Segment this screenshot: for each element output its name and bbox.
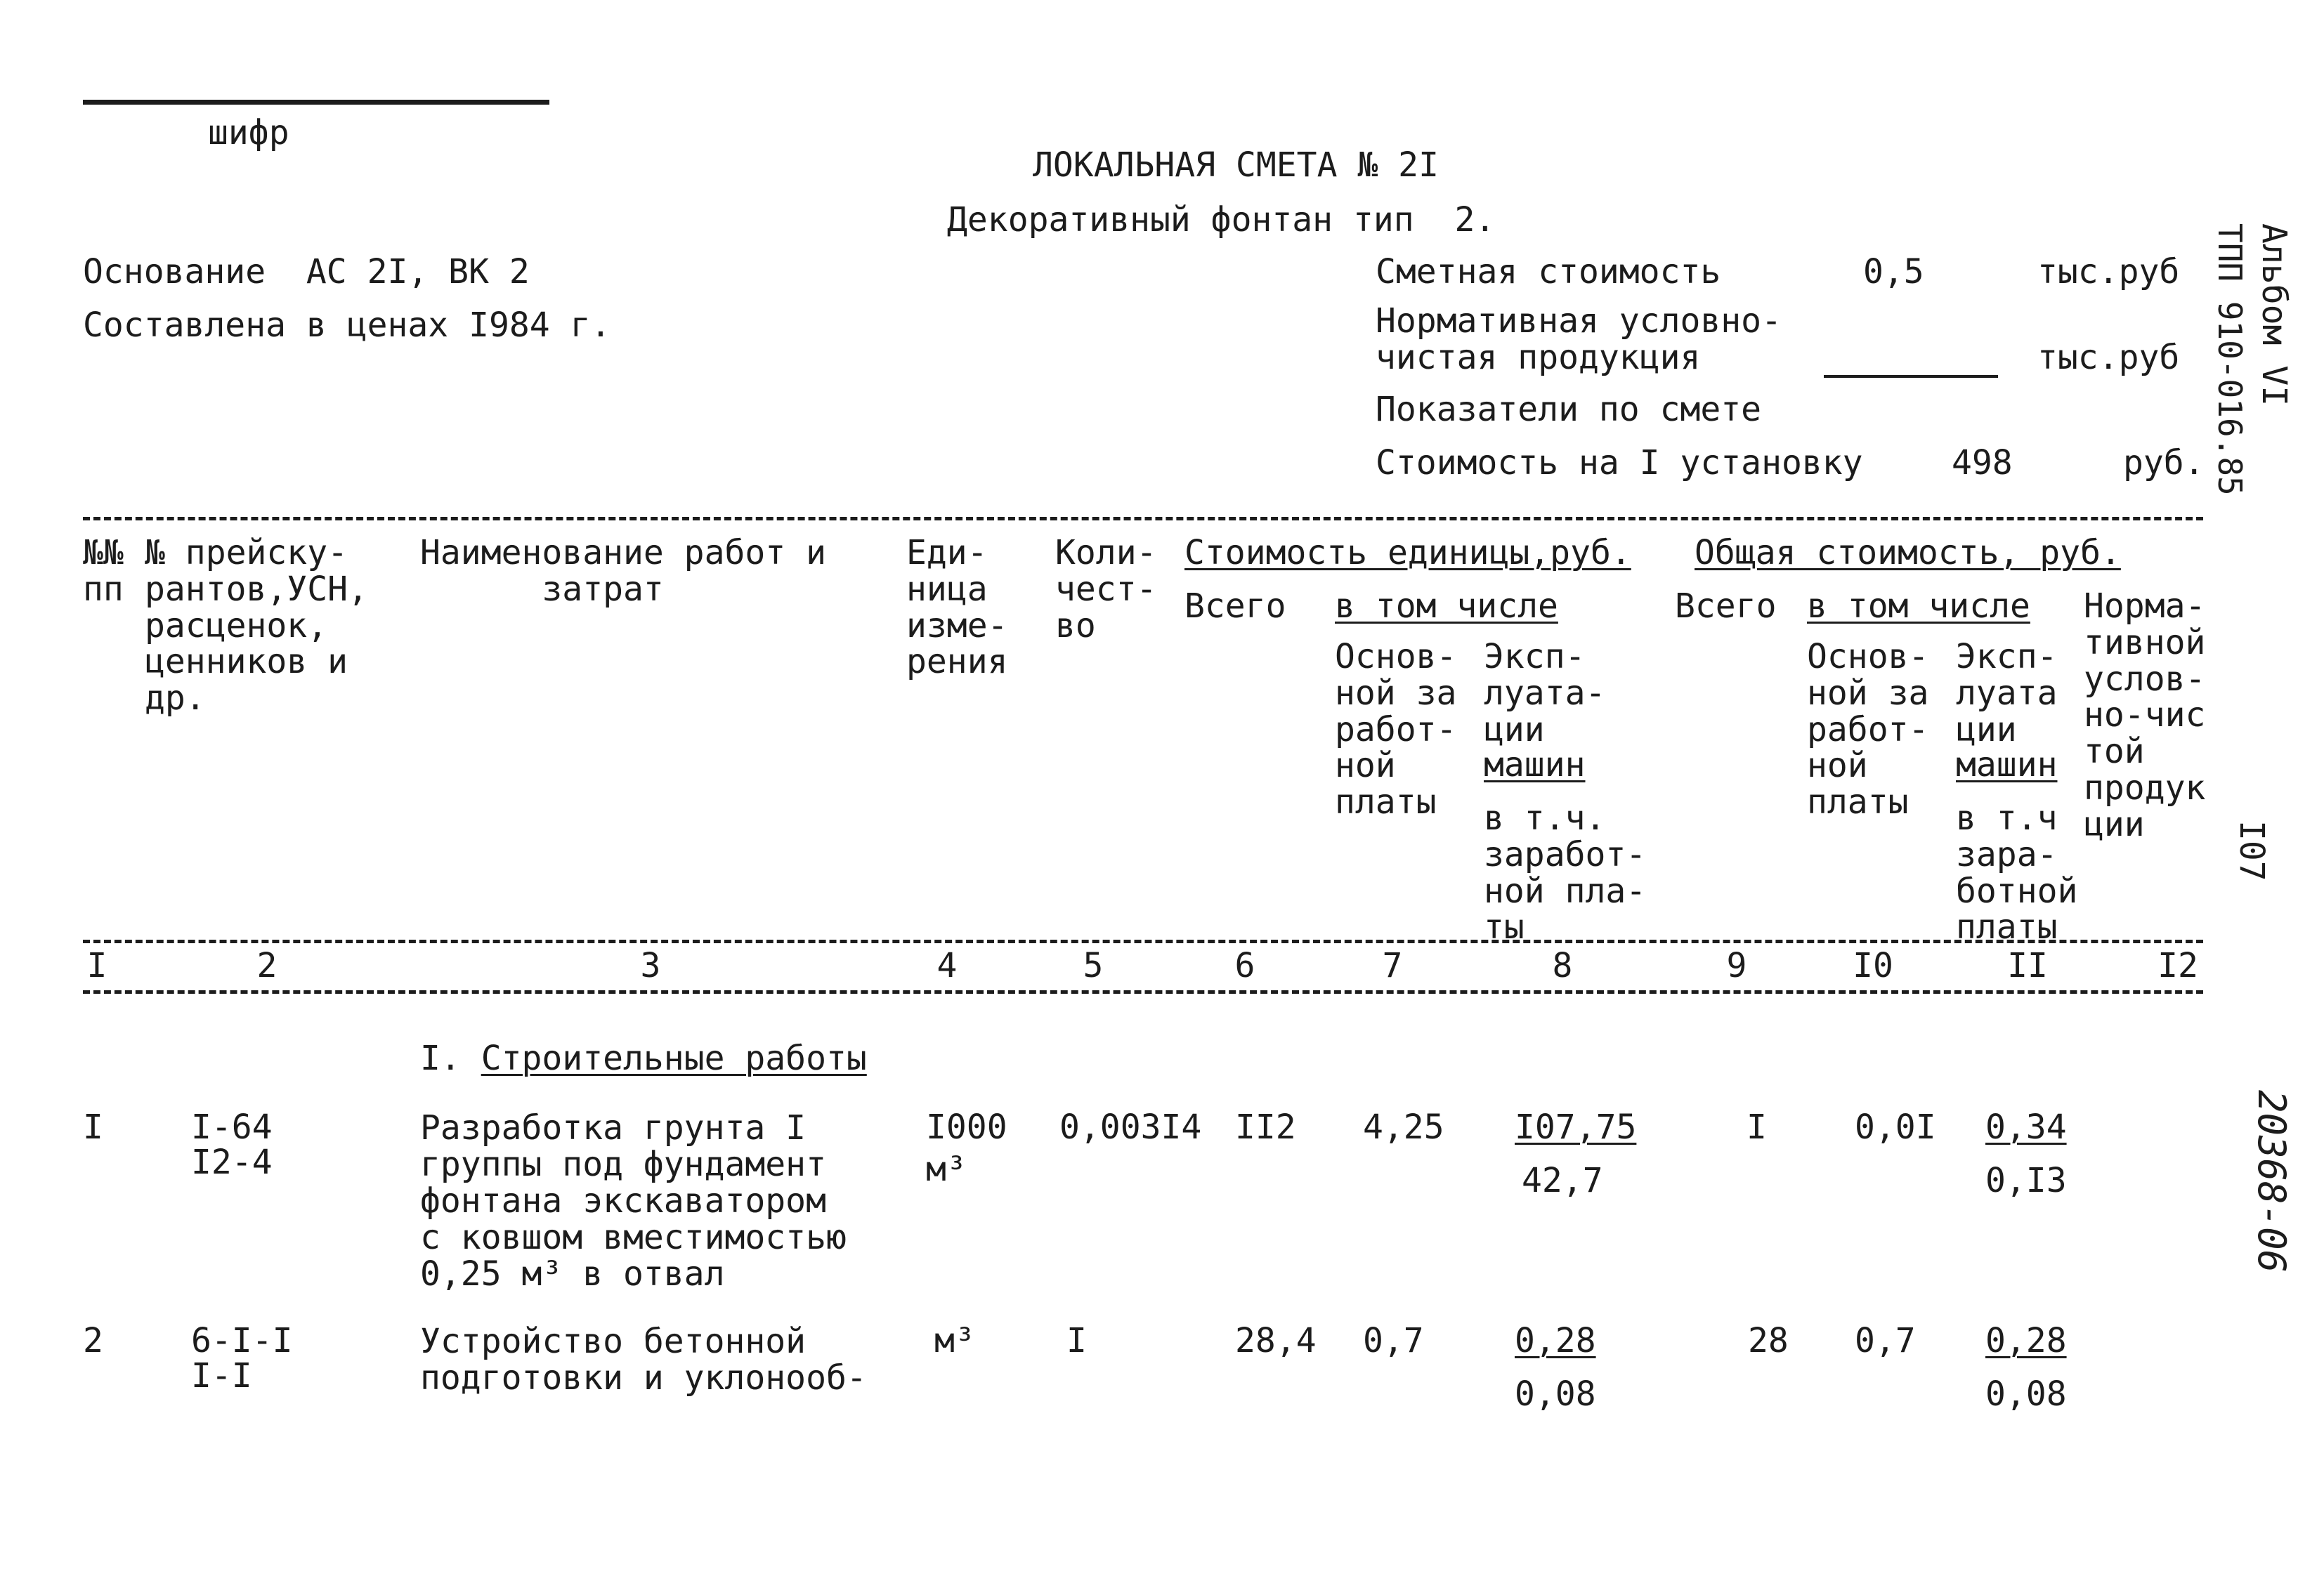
summary-cost-value: 0,5 <box>1863 252 1924 291</box>
col-header-unit-machines: машин <box>1484 745 1586 784</box>
col-number-2: 2 <box>256 946 278 985</box>
side-page-number: I07 <box>2232 820 2271 881</box>
row-number: 2 <box>83 1321 103 1360</box>
col-number-4: 4 <box>936 946 958 985</box>
col-header-total-machine-op: Эксп- луата ции <box>1956 637 2058 749</box>
col-number-3: 3 <box>640 946 661 985</box>
row-work-name: Устройство бетонной подготовки и уклонооб- <box>420 1322 867 1398</box>
row-quantity: I <box>1066 1321 1087 1360</box>
summary-npp-label-1: Нормативная условно- <box>1376 301 1782 341</box>
row-unit-machine-wages: 0,08 <box>1515 1374 1596 1414</box>
table-top-rule <box>83 517 2203 520</box>
basis-line: Основание АС 2I, ВК 2 <box>83 252 530 291</box>
row-total-machine-wages: 0,08 <box>1985 1374 2067 1414</box>
col-header-total-total: Всего <box>1675 586 1777 626</box>
summary-npp-blank <box>1824 375 1998 378</box>
row-unit-measure: м³ <box>926 1150 967 1189</box>
cipher-label: шифр <box>208 113 289 152</box>
col-header-quantity: Коли- чест- во <box>1055 533 1157 645</box>
row-unit-wages: 4,25 <box>1363 1108 1444 1147</box>
row-unit-total: II2 <box>1235 1108 1296 1147</box>
row-total-wages: 0,7 <box>1855 1321 1916 1360</box>
column-number-rule <box>83 990 2203 994</box>
row-unit: м³ <box>934 1321 975 1360</box>
col-number-10: I0 <box>1853 946 1893 985</box>
section-title: Строительные работы <box>481 1039 867 1078</box>
row-unit-machine-op: I07,75 <box>1515 1108 1637 1147</box>
row-total-wages: 0,0I <box>1855 1108 1936 1147</box>
summary-npp-label-2: чистая продукция <box>1376 338 1701 377</box>
col-number-1: I <box>86 946 107 985</box>
summary-npp-unit: тыс.руб <box>2037 338 2180 377</box>
col-header-unit-cost: Стоимость единицы,руб. <box>1184 533 1631 572</box>
summary-indicators-label: Показатели по смете <box>1376 390 1762 429</box>
row-code-primary: I-64 <box>191 1108 273 1147</box>
col-header-total-cost: Общая стоимость, руб. <box>1695 533 2121 572</box>
row-total-machine-wages: 0,I3 <box>1985 1161 2067 1200</box>
col-header-unit-including: в том числе <box>1335 586 1558 626</box>
side-code: ТПП 910-016.85 <box>2211 223 2249 496</box>
row-code-secondary: I-I <box>191 1356 252 1396</box>
col-header-unit-machine-wages: в т.ч. заработ- ной пла- ты <box>1484 799 1647 947</box>
side-album: Альбом VI <box>2254 223 2294 407</box>
col-header-total-machines: машин <box>1956 745 2058 784</box>
row-total-total: I <box>1747 1108 1767 1147</box>
col-header-total-including: в том числе <box>1807 586 2030 626</box>
estimate-title: ЛОКАЛЬНАЯ СМЕТА № 2I <box>1033 145 1439 185</box>
table-header-rule <box>83 940 2203 943</box>
row-unit-machine-op: 0,28 <box>1515 1321 1596 1360</box>
col-number-8: 8 <box>1552 946 1573 985</box>
row-unit: I000 <box>926 1108 1007 1147</box>
col-header-unit-wages: Основ- ной за работ- ной платы <box>1335 637 1457 822</box>
col-number-7: 7 <box>1382 946 1403 985</box>
row-work-name: Разработка грунта I группы под фундамент фонтана экскаватором с ковшом вместимостью 0,25 м³ в отвал <box>420 1108 847 1294</box>
row-number: I <box>83 1108 103 1147</box>
row-unit-machine-wages: 42,7 <box>1522 1161 1603 1200</box>
estimate-subtitle: Декоративный фонтан тип 2. <box>947 200 1496 239</box>
col-header-unit-machine-op: Эксп- луата- ции <box>1484 637 1606 749</box>
col-number-9: 9 <box>1726 946 1747 985</box>
summary-unit-cost-unit: руб. <box>2123 443 2205 482</box>
col-number-12: I2 <box>2157 946 2198 985</box>
section-number: I. <box>420 1039 461 1078</box>
prices-line: Составлена в ценах I984 г. <box>83 306 611 345</box>
summary-unit-cost-label: Стоимость на I установку <box>1376 443 1863 482</box>
col-number-5: 5 <box>1083 946 1104 985</box>
row-unit-wages: 0,7 <box>1363 1321 1424 1360</box>
summary-unit-cost-value: 498 <box>1952 443 2013 482</box>
col-header-unit: Еди- ница изме- рения <box>906 533 1008 682</box>
side-inventory-number: 20368-06 <box>2250 1090 2294 1273</box>
col-header-pricelist: № прейску- рантов,УСН, расценок, ценников и др. <box>145 533 368 718</box>
summary-cost-unit: тыс.руб <box>2037 252 2180 291</box>
col-header-total-machine-wages: в т.ч зара- ботной платы <box>1956 799 2078 947</box>
row-total-total: 28 <box>1748 1321 1789 1360</box>
row-unit-total: 28,4 <box>1235 1321 1317 1360</box>
row-total-machine-op: 0,34 <box>1985 1108 2067 1147</box>
col-header-normative: Норма- тивной услов- но-чис той продук ции <box>2084 586 2206 844</box>
row-code-secondary: I2-4 <box>191 1143 273 1182</box>
col-header-work-name: Наименование работ и затрат <box>420 533 826 609</box>
section-heading <box>420 1041 867 1077</box>
col-number-6: 6 <box>1234 946 1255 985</box>
summary-cost-label: Сметная стоимость <box>1376 252 1721 291</box>
row-code-primary: 6-I-I <box>191 1321 293 1360</box>
col-header-unit-total: Всего <box>1184 586 1286 626</box>
col-header-total-wages: Основ- ной за работ- ной платы <box>1807 637 1929 822</box>
row-quantity: 0,003I4 <box>1059 1108 1202 1147</box>
top-rule <box>83 100 549 105</box>
row-total-machine-op: 0,28 <box>1985 1321 2067 1360</box>
col-header-number: №№ пп <box>83 533 124 609</box>
col-number-11: II <box>2007 946 2048 985</box>
